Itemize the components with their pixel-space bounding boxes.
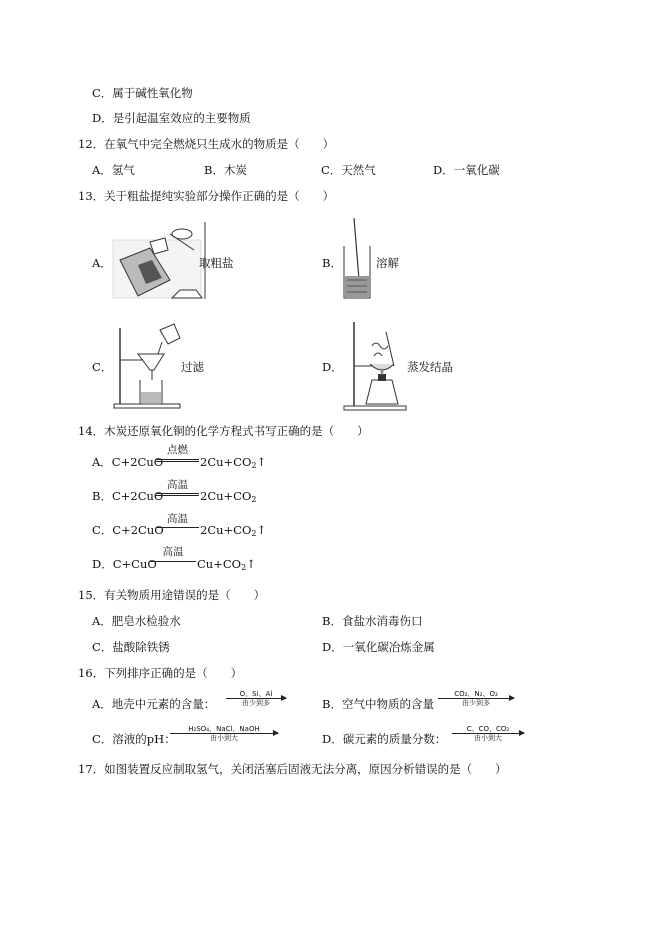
- dissolving-figure: [340, 216, 374, 304]
- q14-option-b-equals: [156, 493, 199, 496]
- q16-option-c-label: C．溶液的pH：: [92, 732, 176, 746]
- q13-stem: 13．关于粗盐提纯实验部分操作正确的是（ ）: [78, 189, 335, 203]
- q15-option-d: D．一氧化碳冶炼金属: [322, 640, 435, 654]
- q16-option-a-order-arrow: O、Si、Al 由少到多: [226, 690, 286, 707]
- q13-option-b-letter: B．: [322, 256, 342, 270]
- q15-option-b: B．食盐水消毒伤口: [322, 614, 423, 628]
- q12-option-d: D．一氧化碳: [433, 163, 500, 177]
- q14-option-d-right: $Cu+CO_2↑$: [197, 557, 256, 572]
- q13-option-a-letter: A．: [92, 256, 112, 270]
- filtration-figure: [112, 320, 184, 410]
- q15-stem: 15．有关物质用途错误的是（ ）: [78, 588, 266, 602]
- q14-option-a-condition: 点燃: [167, 444, 188, 456]
- q16-option-c-order-arrow: H₂SO₄、NaCl、NaOH 由小到大: [170, 725, 278, 742]
- q14-option-c-left: C．C+2CuO: [92, 523, 164, 537]
- q15-option-a: A．肥皂水检验水: [92, 614, 181, 628]
- q14-option-a-left: A．C+2CuO: [92, 455, 164, 469]
- q12-option-b: B．木炭: [204, 163, 247, 177]
- q16-option-d-label: D．碳元素的质量分数：: [322, 732, 447, 746]
- q14-option-c-condition: 高温: [167, 513, 188, 525]
- q16-option-b-label: B．空气中物质的含量: [322, 697, 434, 711]
- q12-option-c: C．天然气: [321, 163, 376, 177]
- q14-option-c-arrow-line: [156, 527, 199, 528]
- q13-option-d-caption: 蒸发结晶: [407, 360, 453, 374]
- q13-option-a-caption: 取粗盐: [199, 256, 234, 270]
- q11-option-c: C．属于碱性氧化物: [92, 86, 193, 100]
- q13-option-c-caption: 过滤: [181, 360, 204, 374]
- q14-option-a-right: $2Cu+CO_2↑$: [200, 455, 267, 470]
- q14-stem: 14．木炭还原氧化铜的化学方程式书写正确的是（ ）: [78, 424, 369, 438]
- q13-option-b-caption: 溶解: [376, 256, 399, 270]
- q14-option-d-condition: 高温: [162, 546, 184, 558]
- q13-option-d-letter: D．: [322, 360, 343, 374]
- q14-option-b-condition: 高温: [167, 479, 188, 491]
- q16-stem: 16．下列排序正确的是（ ）: [78, 666, 243, 680]
- q14-option-b-right: $2Cu+CO_2$: [200, 489, 257, 504]
- crude-salt-figure: [110, 220, 206, 300]
- evaporation-figure: [342, 318, 408, 412]
- q11-option-d: D．是引起温室效应的主要物质: [92, 111, 251, 125]
- q16-option-b-order-arrow: CO₂、N₂、O₂ 由少到多: [438, 690, 514, 707]
- q14-option-d-left: D．C+CuO: [92, 557, 157, 571]
- q17-stem: 17．如图装置反应制取氢气，关闭活塞后固液无法分离，原因分析错误的是（ ）: [78, 762, 507, 776]
- q12-option-a: A．氢气: [92, 163, 135, 177]
- q14-option-b-left: B．C+2CuO: [92, 489, 164, 503]
- q15-option-c: C．盐酸除铁锈: [92, 640, 170, 654]
- q16-option-d-order-arrow: C、CO、CO₂ 由小到大: [452, 725, 524, 742]
- q16-option-a-label: A．地壳中元素的含量：: [92, 697, 216, 711]
- q14-option-a-equals: [156, 459, 199, 462]
- q14-option-c-right: $2Cu+CO_2↑$: [200, 523, 267, 538]
- q14-option-d-line: [150, 561, 196, 562]
- q13-option-c-letter: C．: [92, 360, 113, 374]
- q12-stem: 12．在氧气中完全燃烧只生成水的物质是（ ）: [78, 137, 335, 151]
